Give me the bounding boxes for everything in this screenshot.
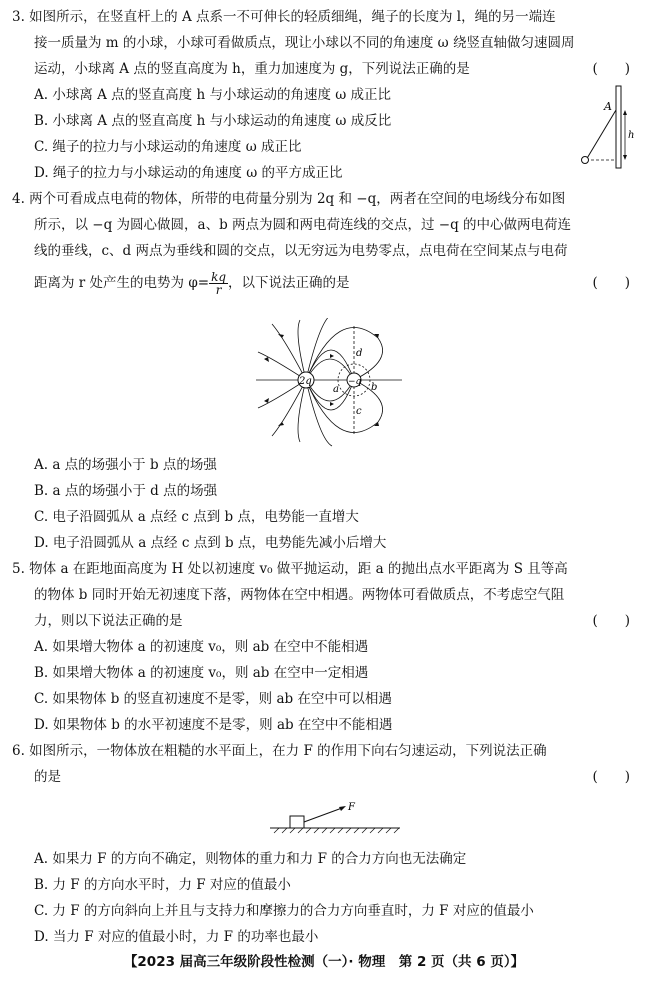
option-b: B. a 点的场强小于 d 点的场强	[34, 483, 218, 499]
answer-bracket: ( )	[592, 61, 630, 77]
q3-pendulum-figure	[572, 84, 642, 170]
q4-field-line-figure	[254, 318, 404, 448]
answer-bracket: ( )	[592, 275, 630, 291]
point-b-label: b	[371, 382, 378, 393]
question-5-line-1: 5. 物体 a 在距地面高度为 H 处以初速度 v₀ 做平抛运动，距 a 的抛出点水平距离为 S 且等高	[12, 561, 568, 577]
question-4-line-1: 4. 两个可看成点电荷的物体，所带的电荷量分别为 2q 和 −q，两者在空间的电场线分布如图	[12, 191, 566, 207]
question-3-line-1: 3. 如图所示，在竖直杆上的 A 点系一不可伸长的轻质细绳，绳子的长度为 l，绳的另一端连	[12, 9, 556, 25]
question-4-options	[12, 452, 638, 556]
q6-block-figure	[268, 800, 402, 840]
charge-negative-label: −q	[348, 377, 362, 387]
question-5	[12, 556, 638, 738]
question-5-line-3: 力，则以下说法正确的是 ( )	[12, 608, 638, 634]
question-3	[12, 4, 638, 186]
point-d-label: d	[356, 348, 363, 359]
option-c: C. 绳子的拉力与小球运动的角速度 ω 成正比	[34, 139, 302, 155]
potential-fraction: $\frac{kq}{r}$	[211, 270, 227, 297]
question-3-line-3: 运动，小球离 A 点的竖直高度为 h，重力加速度为 g，下列说法正确的是 ( )	[12, 56, 638, 82]
label-h: h	[628, 130, 635, 141]
option-b: B. 如果增大物体 a 的初速度 v₀，则 ab 在空中一定相遇	[34, 665, 369, 681]
point-a-label: a	[333, 384, 339, 395]
question-4	[12, 186, 638, 296]
question-6-line-1: 6. 如图所示，一物体放在粗糙的水平面上，在力 F 的作用下向右匀速运动，下列说法正确	[12, 743, 547, 759]
force-F-label: F	[348, 802, 355, 813]
option-d: D. 如果物体 b 的水平初速度不是零，则 ab 在空中不能相遇	[34, 717, 393, 733]
question-6-line-2: 的是 ( )	[12, 764, 638, 790]
answer-bracket: ( )	[592, 613, 630, 629]
option-b: B. 小球离 A 点的竖直高度 h 与小球运动的角速度 ω 成反比	[34, 113, 392, 129]
option-c: C. 电子沿圆弧从 a 点经 c 点到 b 点，电势能一直增大	[34, 509, 359, 525]
option-c: C. 力 F 的方向斜向上并且与支持力和摩擦力的合力方向垂直时，力 F 对应的值最小	[34, 903, 534, 919]
point-c-label: c	[356, 406, 362, 417]
option-d: D. 绳子的拉力与小球运动的角速度 ω 的平方成正比	[34, 165, 343, 181]
option-a: A. a 点的场强小于 b 点的场强	[34, 457, 217, 473]
page-footer: 【2023 届高三年级阶段性检测（一）· 物理 第 2 页（共 6 页）】	[123, 954, 525, 970]
question-4-line-4: 距离为 r 处产生的电势为 φ= $\frac{kq}{r}$ ，以下说法正确的是 ( )	[34, 270, 630, 297]
question-6-options	[12, 846, 638, 950]
option-d: D. 电子沿圆弧从 a 点经 c 点到 b 点，电势能先减小后增大	[34, 535, 387, 551]
question-5-line-2: 的物体 b 同时开始无初速度下落，两物体在空中相遇。两物体可看做质点，不考虑空气阻	[34, 587, 565, 603]
label-A: A	[604, 100, 612, 113]
option-a: A. 小球离 A 点的竖直高度 h 与小球运动的角速度 ω 成正比	[34, 87, 392, 103]
option-a: A. 如果增大物体 a 的初速度 v₀，则 ab 在空中不能相遇	[34, 639, 369, 655]
option-a: A. 如果力 F 的方向不确定，则物体的重力和力 F 的合力方向也无法确定	[34, 851, 467, 867]
option-c: C. 如果物体 b 的竖直初速度不是零，则 ab 在空中可以相遇	[34, 691, 392, 707]
question-4-line-3: 线的垂线，c、d 两点为垂线和圆的交点，以无穷远为电势零点，点电荷在空间某点与电荷	[34, 243, 568, 259]
option-d: D. 当力 F 对应的值最小时，力 F 的功率也最小	[34, 929, 319, 945]
question-6	[12, 738, 638, 790]
charge-positive-label: 2q	[299, 376, 312, 387]
question-3-line-2: 接一质量为 m 的小球，小球可看做质点，现让小球以不同的角速度 ω 绕竖直轴做匀速圆周	[34, 35, 575, 51]
option-b: B. 力 F 的方向水平时，力 F 对应的值最小	[34, 877, 291, 893]
question-4-line-2: 所示，以 −q 为圆心做圆，a、b 两点为圆和两电荷连线的交点，过 −q 的中心做两电荷连	[34, 217, 572, 233]
answer-bracket: ( )	[592, 769, 630, 785]
